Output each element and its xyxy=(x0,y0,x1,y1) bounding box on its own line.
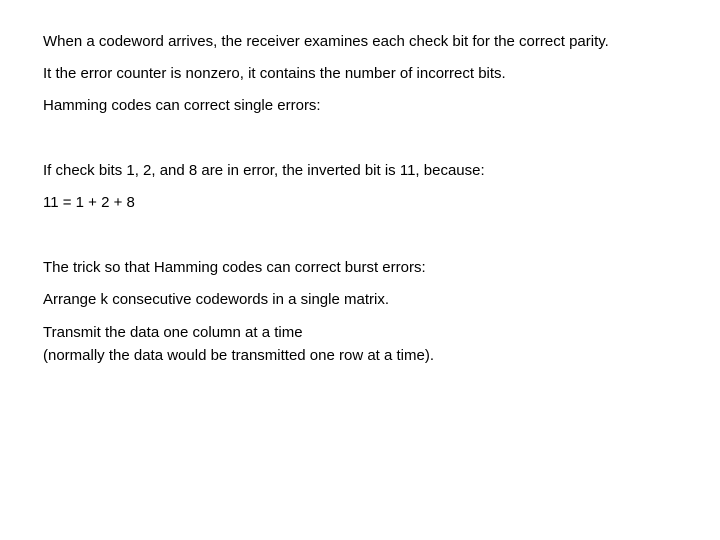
sum-equation: 11 = 1 + 2 + 8 xyxy=(43,194,135,211)
burst-errors-heading: The trick so that Hamming codes can correct burst errors: xyxy=(43,259,426,276)
error-counter-text: It the error counter is nonzero, it contains the number of incorrect bits. xyxy=(43,65,506,82)
single-errors-heading: Hamming codes can correct single errors: xyxy=(43,97,321,114)
check-bits-example-text: If check bits 1, 2, and 8 are in error, the inverted bit is 11, because: xyxy=(43,162,485,179)
codeword-arrival-text: When a codeword arrives, the receiver examines each check bit for the correct parity. xyxy=(43,33,609,50)
transmit-row-note: (normally the data would be transmitted one row at a time). xyxy=(43,347,435,364)
arrange-matrix-text: Arrange k consecutive codewords in a single matrix. xyxy=(43,291,389,308)
transmit-column-text: Transmit the data one column at a time xyxy=(43,324,303,341)
